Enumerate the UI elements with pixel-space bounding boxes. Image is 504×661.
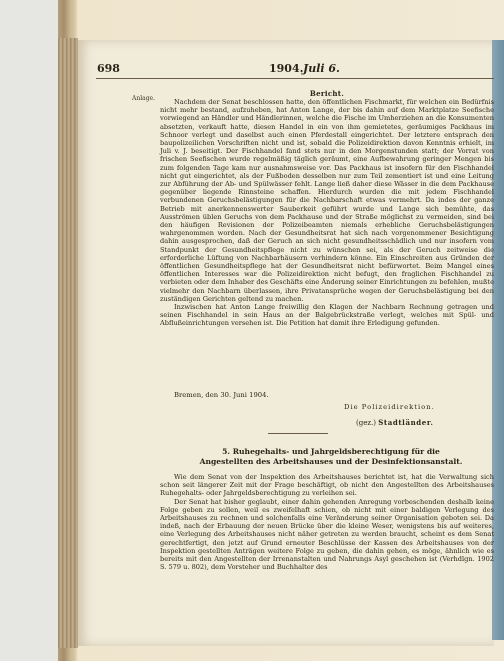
signature-prefix: (gez.): [356, 419, 376, 427]
header-rule: [96, 78, 494, 79]
signature: [356, 418, 434, 427]
section-paragraph-2: Der Senat hat bisher geglaubt, einer dahin gehenden Anregung vorbeschenden deshalb keine Folge geben zu sollen, weil es zweifelhaft schien, ob nicht mit einer baldigen Verlegung des Arbeitshauses zu rechnen und solchenfalls eine Veränderung seiner Organisation geboten sei. Da indeß, nach der Erbauung der neuen Brücke über die kleine Weser, wenigstens bis auf weiteres, eine Verlegung des Arbeitshauses nicht näher getreten zu werden braucht, scheint es dem Senat gerechtfertigt, den jetzt auf Grund erneuter Beschlüsse der Kassen des Arbeitshauses von der Inspektion gestellten Anträgen weitere Folge zu geben, die dahin gehen, es möge, ähnlich wie es bereits mit den Angestellten der Irrenanstalten und Nahrungs Asyl geschehen ist (Verhdlgn. 1902 S. 579 u. 802), dem Vorsteher und Buchhalter des: [160, 497, 494, 572]
page-edges: [58, 38, 78, 648]
report-paragraph-1: Nachdem der Senat beschlossen hatte, den öffentlichen Fischmarkt, für welchen ein Bedürfnis nicht mehr bestand, aufzuheben, hat Anton Lange, der bis dahin auf dem Marktplatze Seefische vorwiegend an Händler und Händlerinnen, welche die Fische im Umherziehen an die Konsumenten absetzten, verkauft hatte, diesen Handel in ein von ihm gemietetes, geräumiges Packhaus im Schnoor verlegt und daselbst auch einen Pferdestall eingerichtet. Der letztere entsprach den baupolizeilichen Vorschriften nicht und ist, sobald die Polizeidirektion davon Kenntnis erhielt, im Juli v. J. beseitigt. Der Fischhandel fand stets nur in den Morgenstunden statt; der Vorrat von frischen Seefischen wurde regelmäßig täglich geräumt, eine Aufbewahrung geringer Mengen bis zum folgenden Tage kam nur ausnahmsweise vor. Das Packhaus ist insofern für den Fischhandel nicht gut eingerichtet, als der Fußboden desselben nur zum Teil zementiert ist und eine Leitung zur Abführung der Ab- und Spülwässer fehlt. Lange ließ daher diese Wässer in die dem Packhause gegenüber liegende Rinnsteine schaffen. Hierdurch wurden die mit jedem Fischhandel verbundenen Geruchsbelästigungen für die Nachbarschaft etwas vermehrt. Da indes der ganze Betrieb mit anerkennenswerter Sauberkeit geführt wurde und Lange sich bemühte, das Ausströmen üblen Geruchs von dem Packhause und der Straße möglichst zu vermeiden, sind bei den häufigen Revisionen der Polizeibeamten niemals erhebliche Geruchsbelästigungen wahrgenommen worden. Nach der Gesundheitsrat hat sich nach vorgenommener Besichtigung dahin ausgesprochen, daß der Geruch an sich nicht gesundheitsschädlich und nur insofern vom Standpunkt der Gesundheitspflege nicht zu wünschen sei, als der Geruch zeitweise die erforderliche Lüftung von Nachbarhäusern verhindern könne. Ein Einschreiten aus Gründen der öffentlichen Gesundheitspflege hat der Gesundheitsrat nicht befürwortet. Beim Mangel eines öffentlichen Interesses war die Polizeidirektion nicht befugt, den fraglichen Fischhandel zu verbieten oder dem Inhaber des Geschäfts eine Änderung seiner Einrichtungen zu befehlen, mußte vielmehr den Nachbarn überlassen, ihre Privatansprüche wegen der Geruchsbelästigung bei den zuständigen Gerichten geltend zu machen.: [160, 98, 494, 303]
header-date: Juli 6.: [303, 62, 340, 75]
report-paragraph-2: Inzwischen hat Anton Lange freiwillig den Klagen der Nachbarn Rechnung getragen und seinen Fischhandel in sein Haus an der Balgebrückstraße verlegt, welches mit Spül- und Abflußeinrichtungen versehen ist. Die Petition hat damit ihre Erledigung gefunden.: [160, 303, 494, 328]
report-body: [160, 98, 494, 328]
section-paragraph-1: Wie dem Senat von der Inspektion des Arbeitshauses berichtet ist, hat die Verwaltung sich schon seit längerer Zeit mit der Frage beschäftigt, ob nicht den Angestellten des Arbeitshauses Ruhegehalts- oder Jahrgeldsberechtigung zu verleihen sei.: [160, 473, 494, 498]
report-dateline: Bremen, den 30. Juni 1904.: [174, 391, 269, 399]
page-number: 698: [97, 62, 120, 75]
margin-note: Anlage.: [132, 95, 155, 102]
report-heading: Bericht.: [309, 89, 345, 98]
section-body: [160, 473, 494, 571]
header-year: 1904.: [269, 62, 304, 75]
section-divider: [268, 433, 328, 434]
signature-name: Stadtländer.: [378, 418, 434, 427]
signature-organization: Die Polizeidirektion.: [344, 403, 435, 411]
section-title: 5. Ruhegehalts- und Jahrgeldsberechtigung für die Angestellten des Arbeitshauses und der Desinfektionsanstalt.: [199, 447, 463, 466]
page-header: [97, 62, 437, 78]
